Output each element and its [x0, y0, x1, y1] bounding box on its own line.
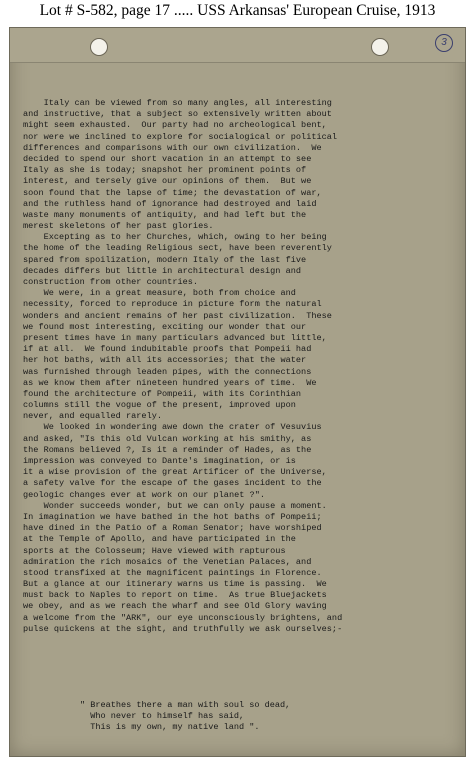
text-line: impression was conveyed to Dante's imagination, or is [23, 456, 296, 466]
text-line: merest skeletons of her past glories. [23, 221, 214, 232]
text-line: waste many monuments of antiquity, and had left but the [23, 209, 307, 220]
text-line: In imagination we have bathed in the hot baths of Pompeii; [23, 511, 322, 522]
page-number-circle: 3 [435, 34, 453, 52]
text-line: never, and equalled rarely. [23, 411, 163, 422]
text-line: interest, and tersely give our opinions of them. But we [23, 176, 312, 187]
text-line: decades differs but little in architectural design and [23, 265, 302, 276]
text-line: wonders and ancient remains of her past civilization. These [23, 310, 332, 321]
punch-hole-left [90, 38, 108, 56]
punch-hole-right [371, 38, 389, 56]
text-line: Italy can be viewed from so many angles, all interesting [23, 98, 332, 108]
text-line: soon found that the lapse of time; the devastation of war, [23, 187, 322, 198]
text-line: at the Temple of Apollo, and have participated in the [23, 534, 296, 545]
text-line: Wonder succeeds wonder, but we can only pause a moment. [23, 500, 327, 511]
text-line: geologic changes ever at work on our planet ?". [23, 489, 266, 500]
text-line: But a glance at our itinerary warns us time is passing. We [23, 579, 327, 590]
text-line: found the architecture of Pompeii, with its Corinthian [23, 388, 302, 399]
text-line: columns still the vogue of the present, improved upon [23, 400, 296, 411]
poem-quote [80, 700, 290, 734]
binder-strip [10, 28, 465, 63]
text-line: as we know them after nineteen hundred years of time. We [23, 377, 317, 388]
text-line: construction from other countries. [23, 277, 199, 287]
text-line: necessity, forced to reproduce in picture form the natural [23, 299, 322, 310]
text-line: stood transfixed at the magnificent paintings in Florence. [23, 567, 322, 578]
body-text [23, 98, 453, 635]
text-line: admiration the rich mosaics of the Venetian Palaces, and [23, 556, 312, 567]
text-line: might seem exhausted. Our party had no archeological bent, [23, 120, 327, 131]
poem-line: Who never to himself has said, [80, 711, 245, 722]
text-line: and the ruthless hand of ignorance had destroyed and laid [23, 198, 317, 209]
text-line: have dined in the Patio of a Roman Senator; have worshiped [23, 523, 322, 534]
text-line: and asked, "Is this old Vulcan working at his smithy, as [23, 433, 312, 444]
text-line: the Romans believed ?, Is it a reminder of Hades, as the [23, 444, 312, 455]
text-line: we found most interesting, exciting our wonder that our [23, 321, 307, 332]
text-line: sports at the Colosseum; Have viewed with rapturous [23, 545, 286, 556]
text-line: pulse quickens at the sight, and truthfully we ask ourselves;- [23, 623, 343, 634]
text-line: a welcome from the "ARK", our eye unconsciously brightens, and [23, 612, 343, 623]
text-line: her hot baths, with all its accessories; that the water [23, 355, 307, 366]
text-line: spared from spoilization, modern Italy of the last five [23, 254, 307, 265]
text-line: We were, in a great measure, both from choice and [23, 288, 296, 299]
text-line: decided to spend our short vacation in an attempt to see [23, 153, 312, 164]
poem-line: This is my own, my native land ". [80, 722, 260, 733]
text-line: Excepting as to her Churches, which, owing to her being [23, 232, 327, 243]
text-line: must back to Naples to report on time. As true Bluejackets [23, 590, 327, 601]
text-line: and instructive, that a subject so extensively written about [23, 109, 332, 120]
poem-line: " Breathes there a man with soul so dead, [80, 700, 291, 710]
text-line: we obey, and as we reach the wharf and see Old Glory waving [23, 601, 327, 612]
text-line: the home of the leading Religious sect, have been reverently [23, 243, 332, 254]
text-line: nor were we inclined to explore for socialogical or political [23, 131, 338, 142]
text-line: was furnished through leaden pipes, with the connections [23, 366, 312, 377]
text-line: if at all. We found indubitable proofs that Pompeii had [23, 344, 312, 355]
text-line: a safety valve for the escape of the gases incident to the [23, 478, 322, 489]
text-line: present times have in many particulars advanced but little, [23, 332, 327, 343]
text-line: it a wise provision of the great Artificer of the Universe, [23, 467, 327, 478]
page-header: Lot # S-582, page 17 ..... USS Arkansas' European Cruise, 1913 [39, 2, 436, 19]
text-line: We looked in wondering awe down the crater of Vesuvius [23, 422, 322, 433]
text-line: Italy as she is today; snapshot her prominent points of [23, 165, 307, 176]
text-line: differences and comparisons with our own civilization. We [23, 142, 322, 153]
